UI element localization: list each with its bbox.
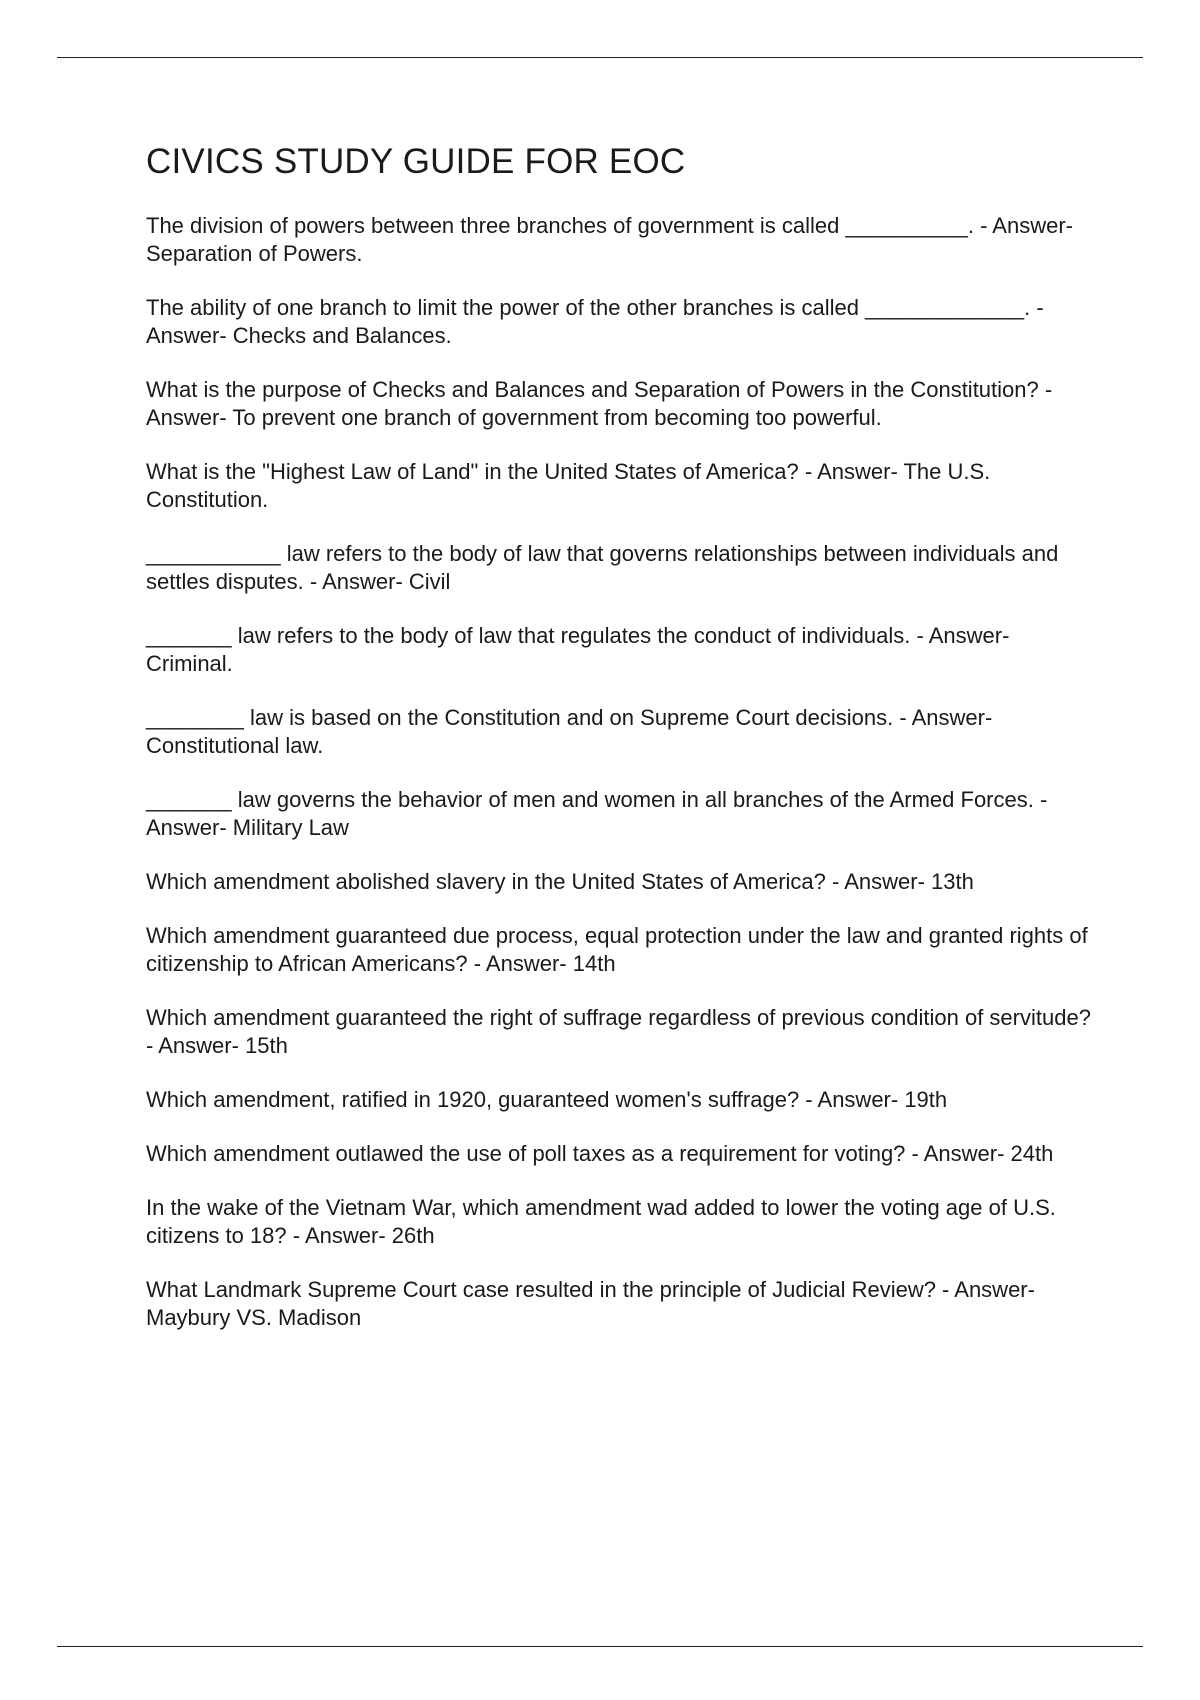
qa-item-12: Which amendment, ratified in 1920, guaranteed women's suffrage? - Answer- 19th <box>146 1086 948 1112</box>
qa-item-2: The ability of one branch to limit the power of the other branches is called _____________. - Answer- Checks and Balances. <box>146 294 1049 348</box>
qa-item-14: In the wake of the Vietnam War, which amendment wad added to lower the voting age of U.S. citizens to 18? - Answer- 26th <box>146 1194 1062 1248</box>
qa-item-8: _______ law governs the behavior of men and women in all branches of the Armed Forces. - Answer- Military Law <box>146 786 1053 840</box>
top-rule <box>57 57 1143 58</box>
bottom-rule <box>57 1646 1143 1647</box>
qa-item-6: _______ law refers to the body of law that regulates the conduct of individuals. - Answer- Criminal. <box>146 622 1016 676</box>
qa-item-15: What Landmark Supreme Court case resulted in the principle of Judicial Review? - Answer- Maybury VS. Madison <box>146 1276 1042 1330</box>
qa-item-1: The division of powers between three branches of government is called __________. - Answer- Separation of Powers. <box>146 212 1080 266</box>
document-body <box>146 140 1096 1358</box>
page-title: CIVICS STUDY GUIDE FOR EOC <box>146 142 686 181</box>
qa-item-13: Which amendment outlawed the use of poll taxes as a requirement for voting? - Answer- 24th <box>146 1140 1054 1166</box>
qa-item-9: Which amendment abolished slavery in the United States of America? - Answer- 13th <box>146 868 974 894</box>
qa-item-5: ___________ law refers to the body of law that governs relationships between individuals and settles disputes. - Answer- Civil <box>146 540 1065 594</box>
qa-item-7: ________ law is based on the Constitution and on Supreme Court decisions. - Answer- Constitutional law. <box>146 704 999 758</box>
qa-item-4: What is the "Highest Law of Land" in the United States of America? - Answer- The U.S. Constitution. <box>146 458 997 512</box>
qa-item-3: What is the purpose of Checks and Balances and Separation of Powers in the Constitution? - Answer- To prevent one branch of government from becoming too powerful. <box>146 376 1058 430</box>
qa-item-10: Which amendment guaranteed due process, equal protection under the law and granted rights of citizenship to African Americans? - Answer- 14th <box>146 922 1094 976</box>
qa-item-11: Which amendment guaranteed the right of suffrage regardless of previous condition of servitude? - Answer- 15th <box>146 1004 1098 1058</box>
